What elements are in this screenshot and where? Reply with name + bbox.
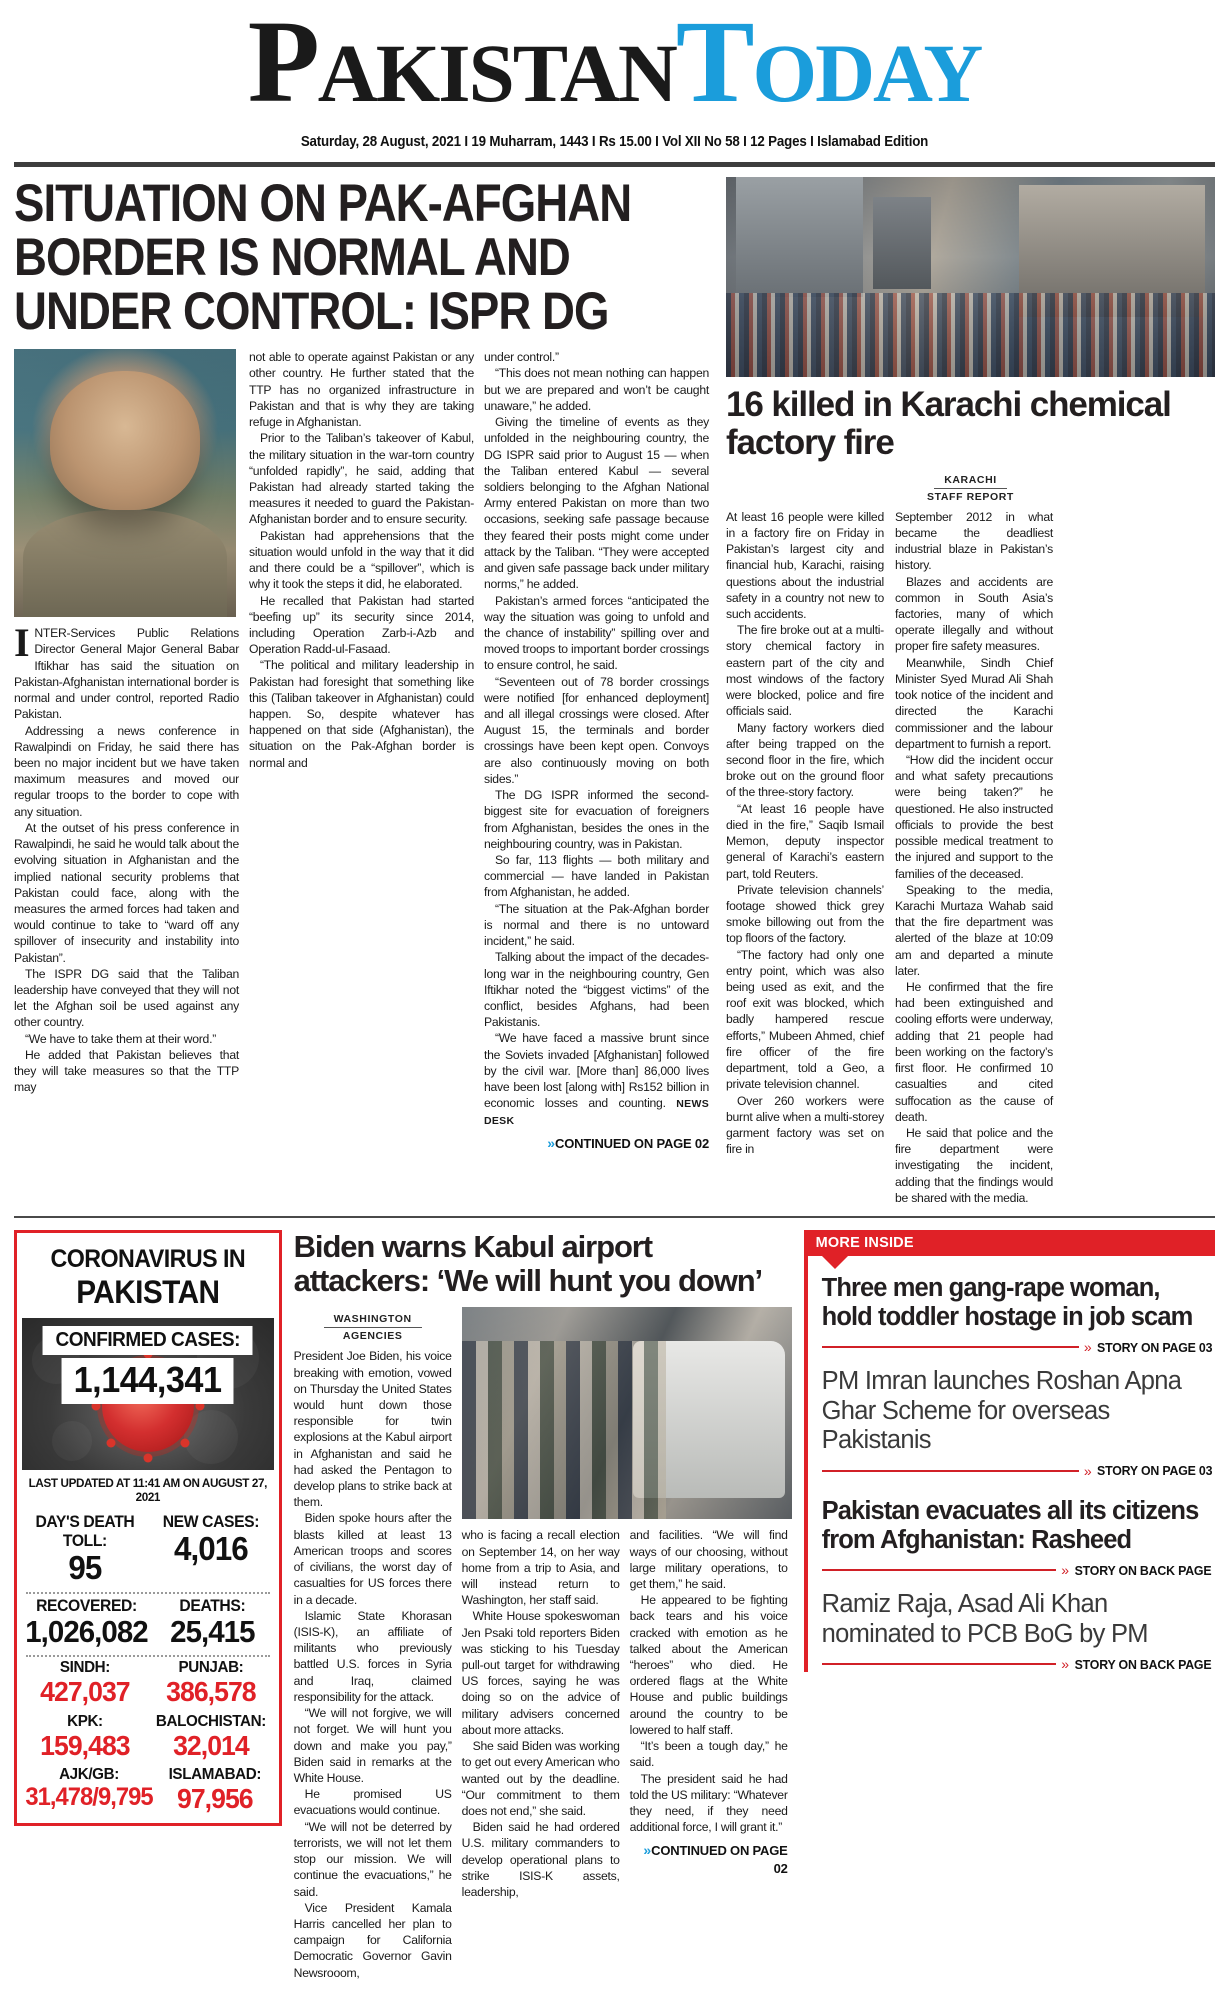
lead-para: Pakistan’s armed forces “anticipated the way the situation was going to unfold and the chance of instability” spilling over and moved troops to important border crossings to ensure control, he said. — [484, 593, 709, 673]
pointer-rule — [822, 1470, 1079, 1472]
more-inside-banner: MORE INSIDE — [804, 1230, 1215, 1256]
dateline: Saturday, 28 August, 2021 I 19 Muharram, 1443 I Rs 15.00 I Vol XII No 58 I 12 Pages I Islamabad Edition — [300, 134, 929, 151]
biden-para: Vice President Kamala Harris cancelled her plan to campaign for California Democratic Governor Gavin Newsrooom, — [293, 1900, 452, 1980]
karachi-para: “How did the incident occur and what safety precautions were being taken?” he questioned. He also instructed officials to provide the best possible medical treatment to the injured and support to the families of the deceased. — [895, 752, 1053, 881]
stat-value: 159,483 — [40, 1729, 130, 1761]
biden-para: “We will not be deterred by terrorists, we will not let them stop our mission. We will continue the evacuations,” he said. — [293, 1819, 452, 1899]
chevron-right-icon: » — [1083, 1462, 1089, 1479]
karachi-para: Blazes and accidents are common in South Asia’s factories, many of which operate illegally and without proper fire safety measures. — [895, 574, 1053, 654]
lead-para: Addressing a news conference in Rawalpindi on Friday, he said there has been no major incident but we have taken maximum measures and moved our regular troops to the border to cope with any situation. — [14, 723, 239, 819]
lead-para: “This does not mean nothing can happen but we are prepared and won’t be caught unaware,” he added. — [484, 366, 709, 413]
coronavirus-panel — [14, 1230, 282, 1981]
biden-para: President Joe Biden, his voice breaking with emotion, vowed on Thursday the United States would hunt down those responsible for twin explosions at the Kabul airport in Afghanistan and said he had asked the Pentagon to develop plans to strike back at them. — [293, 1349, 452, 1510]
lead-para: “We have to take them at their word.” — [25, 1031, 217, 1046]
section-divider — [14, 1216, 1215, 1218]
chevron-right-icon: » — [1061, 1656, 1066, 1673]
lead-para: He added that Pakistan believes that they will take measures so that the TTP may — [14, 1047, 239, 1095]
lead-para: not able to operate against Pakistan or any other country. He further stated that the TTP has no organized infrastructure in Pakistan and that is why they are taking refuge in Afghanistan. — [249, 350, 474, 430]
confirmed-cases-label: CONFIRMED CASES: — [43, 1326, 253, 1355]
lead-photo-ispr-dg — [14, 349, 236, 617]
lead-column-2 — [249, 349, 474, 1151]
byline-city: KARACHI — [934, 474, 1007, 489]
confirmed-cases-block — [22, 1326, 274, 1404]
story-pointer[interactable] — [822, 1656, 1215, 1672]
karachi-column-2 — [895, 509, 1053, 1206]
story-pointer-text: STORY ON BACK PAGE — [1074, 1562, 1212, 1578]
stat-cell-punjab — [148, 1657, 274, 1711]
lead-column-3 — [484, 349, 709, 1151]
biden-column-3 — [630, 1527, 788, 1900]
biden-para: Biden said he had ordered U.S. military commanders to develop operational plans to strike ISIS-K assets, leadership, — [461, 1820, 620, 1900]
karachi-para: Meanwhile, Sindh Chief Minister Syed Murad Ali Shah took notice of the incident and directed the Karachi commissioner and the labour department to furnish a report. — [895, 655, 1053, 751]
story-pointer-text: STORY ON PAGE 03 — [1096, 1339, 1212, 1355]
stat-cell-ajk-gb — [22, 1764, 156, 1818]
stat-label: ISLAMABAD: — [168, 1766, 262, 1784]
stat-value: 97,956 — [176, 1783, 253, 1815]
confirmed-cases-value: 1,144,341 — [62, 1358, 234, 1404]
karachi-para: At least 16 people were killed in a factory fire on Friday in Pakistan’s largest city and financial hub, Karachi, raising questions about the industrial safety in a country not new to such accidents. — [726, 509, 884, 621]
stat-label: RECOVERED: — [36, 1597, 137, 1616]
karachi-para: “At least 16 people have died in the fire,” Saqib Ismail Memon, deputy inspector general of Karachi’s eastern part, told Reuters. — [726, 801, 884, 881]
stat-row-3 — [22, 1657, 274, 1711]
lead-para: Giving the timeline of events as they unfolded in the neighbouring country, the DG ISPR said prior to August 15 — when the Taliban entered Kabul — several soldiers belonging to the Afghan National Army entered Pakistan on more than two occasions, seeking safe passage because they feared their posts might come under attack by the Taliban. “They were accepted and given safe passage back under military norms,” he added. — [484, 415, 709, 592]
biden-headline[interactable]: Biden warns Kabul airport attackers: ‘We will hunt you down’ — [293, 1229, 763, 1299]
biden-para: “It’s been a tough day,” he said. — [629, 1739, 788, 1770]
karachi-para: He confirmed that the fire had been extinguished and cooling efforts were underway, adding that 21 people had been working on the factory’s first floor. He confirmed 10 casualties and cited suffocation as the cause of death. — [895, 980, 1053, 1124]
stat-row-2 — [22, 1594, 274, 1655]
stat-label: NEW CASES: — [162, 1513, 259, 1532]
stat-label: DAY'S DEATH TOLL: — [35, 1513, 135, 1551]
stat-value: 31,478/9,795 — [25, 1783, 153, 1812]
biden-para: The president said he had told the US military: “Whatever they need, if they need additional force, I will grant it.” — [629, 1771, 788, 1835]
stat-value: 32,014 — [172, 1729, 249, 1761]
lead-para: Prior to the Taliban’s takeover of Kabul, the military situation in the war-torn country “unfolded rapidly”, he said, adding that Pakistan had already started taking the measures it needed to guard the Pakistan-Afghanistan border and to ensure security. — [249, 431, 474, 527]
karachi-headline[interactable]: 16 killed in Karachi chemical factory fire — [726, 385, 1171, 462]
stat-cell-islamabad — [156, 1764, 274, 1818]
more-inside-item[interactable] — [822, 1578, 1215, 1672]
karachi-para: He said that police and the fire department were investigating the incident, adding that the findings would be shared with the media. — [895, 1126, 1053, 1205]
stat-cell-recovered — [22, 1594, 151, 1655]
top-section — [14, 174, 1215, 1206]
karachi-para: Many factory workers died after being trapped on the second floor in the fire, which broke out on the ground floor of the three-story factory. — [726, 720, 884, 800]
more-inside-item[interactable] — [822, 1355, 1215, 1479]
masthead-word-pakistan: Pakistan — [247, 0, 676, 127]
more-inside-headline[interactable]: Pakistan evacuates all its citizens from Afghanistan: Rasheed — [821, 1496, 1199, 1555]
pointer-rule — [822, 1346, 1079, 1348]
story-pointer[interactable] — [822, 1562, 1215, 1578]
lead-para: NTER-Services Public Relations Director General Major General Babar Iftikhar has said the situation on Pakistan-Afghanistan international border is normal and under control, reported Radio Pakistan. — [14, 626, 239, 722]
biden-photo-col — [462, 1307, 792, 1981]
lead-para: “Seventeen out of 78 border crossings were notified [for enhanced deployment] and all illegal crossings were closed. After August 15, the terminals and border crossings have been kept open. Convoys are also continuously moving on both sides.” — [484, 674, 709, 786]
lead-column-1 — [14, 349, 239, 1151]
coronavirus-title-line1: CORONAVIRUS IN — [50, 1245, 246, 1274]
biden-para: and facilities. “We will find ways of our choosing, without large military operations, to get them,” he said. — [629, 1528, 788, 1591]
biden-para: He appeared to be fighting back tears and his voice cracked with emotion as he talked about the American “heroes” who died. He ordered flags at the White House and public buildings around the country to be lowered to half staff. — [629, 1593, 788, 1737]
stat-value: 4,016 — [173, 1530, 248, 1568]
karachi-para: Over 260 workers were burnt alive when a multi-storey garment factory was set on fire in — [726, 1093, 884, 1157]
biden-col1-text — [294, 1348, 452, 1981]
lead-para: “The political and military leadership in Pakistan had foresight that something like this (Taliban takeover in Afghanistan) could happen. So, despite whatever has happened on that side (Afghanistan), the situation on the Pak-Afghan border is normal and — [249, 658, 474, 770]
story-pointer[interactable] — [822, 1463, 1215, 1479]
chevron-right-icon: » — [1061, 1562, 1066, 1579]
story-pointer-text: STORY ON PAGE 03 — [1096, 1463, 1212, 1479]
karachi-para: “The factory had only one entry point, which was also being used as exit, and the roof exit was blocked, which badly hampered rescue efforts,” Mubeen Ahmed, chief fire officer of the fire department, told a Geo, a private television channel. — [726, 947, 884, 1092]
stat-cell-kpk — [22, 1711, 148, 1765]
lead-col2-text — [249, 349, 474, 771]
stat-label: SINDH: — [59, 1658, 110, 1676]
biden-top — [294, 1307, 792, 1981]
stat-label: BALOCHISTAN: — [155, 1712, 266, 1730]
masthead-rule — [14, 162, 1215, 167]
more-inside-headline[interactable]: PM Imran launches Roshan Apna Ghar Scheme for overseas Pakistanis — [821, 1367, 1182, 1455]
karachi-para: September 2012 in what became the deadliest industrial blaze in Pakistan’s history. — [895, 509, 1053, 573]
coronavirus-box — [14, 1230, 282, 1826]
stat-cell-balochistan — [148, 1711, 274, 1765]
chevron-right-icon: » — [547, 1135, 553, 1152]
stat-cell-new-cases — [148, 1510, 274, 1592]
lead-para: The ISPR DG said that the Taliban leadership have conveyed that they will not let the Afghan soil be used against any other country. — [14, 966, 239, 1030]
biden-continued-link[interactable]: » CONTINUED ON PAGE 02 — [643, 1842, 788, 1877]
byline-source: AGENCIES — [342, 1330, 403, 1343]
biden-byline — [294, 1309, 452, 1342]
lead-para: “The situation at the Pak-Afghan border is normal and there is no untoward incident,” he said. — [484, 901, 709, 949]
dropcap: I — [14, 620, 30, 666]
lead-para: So far, 113 flights — both military and commercial — have landed in Pakistan from Afghanistan, he added. — [484, 853, 709, 900]
lead-body — [14, 349, 714, 1151]
masthead-word-today: Today — [675, 0, 982, 127]
masthead — [14, 0, 1215, 127]
stat-value: 1,026,082 — [25, 1614, 148, 1650]
stat-label: DEATHS: — [179, 1597, 246, 1616]
byline-source: STAFF REPORT — [927, 490, 1014, 503]
more-inside-headline[interactable]: Ramiz Raja, Asad Ali Khan nominated to PCB BoG by PM — [821, 1590, 1148, 1648]
karachi-column-1 — [726, 509, 884, 1206]
pointer-rule — [822, 1569, 1057, 1571]
stat-row-1 — [22, 1510, 274, 1592]
lead-para: The DG ISPR informed the second-biggest site for evacuation of foreigners from Afghanistan, besides the ones in the neighbouring country, was in Pakistan. — [484, 788, 709, 851]
stat-label: KPK: — [67, 1712, 103, 1730]
stat-row-4 — [22, 1711, 274, 1765]
stat-cell-sindh — [22, 1657, 148, 1711]
news-desk-credit: NEWS DESK — [484, 1098, 709, 1128]
more-inside-list — [804, 1256, 1215, 1672]
stat-cell-deaths — [151, 1594, 274, 1655]
lead-para: Talking about the impact of the decades-long war in the neighbouring country, Gen Iftikhar noted the “biggest victims” of the conflict, besides Afghans, had been Pakistanis. — [484, 950, 709, 1030]
lead-para: “We have faced a massive brunt since the Soviets invaded [Afghanistan] followed by the civil war. [More than] 86,000 lives have been lost [along with] Rs152 billion in economic losses and counting. NEWS DESK — [484, 1031, 709, 1128]
lead-col1-text — [14, 620, 239, 1095]
stat-cell-death-toll — [22, 1510, 148, 1592]
stat-value: 25,415 — [170, 1614, 255, 1650]
biden-para: She said Biden was working to get out every American who wanted out by the deadline. “Our commitment to them does not end,” she said. — [461, 1739, 620, 1818]
biden-story — [294, 1230, 792, 1981]
karachi-photo-fire-scene — [726, 177, 1215, 377]
chevron-right-icon: » — [1083, 1339, 1089, 1356]
stat-value: 427,037 — [40, 1675, 130, 1707]
bottom-section — [14, 1230, 1215, 1981]
biden-column-1 — [294, 1307, 452, 1981]
biden-lower-columns — [462, 1527, 792, 1900]
pointer-rule — [822, 1663, 1057, 1665]
lead-col3-text — [484, 349, 709, 1129]
biden-para: who is facing a recall election on September 14, on her way home from a trip to Asia, and will instead return to Washington, her staff said. — [461, 1528, 620, 1608]
chevron-right-icon: » — [643, 1842, 649, 1859]
biden-para: Islamic State Khorasan (ISIS-K), an affiliate of militants who previously battled U.S. forces in Syria and Iraq, claimed responsibility for the attack. — [293, 1608, 452, 1704]
biden-para: He promised US evacuations would continue. — [293, 1787, 452, 1818]
stat-value: 386,578 — [165, 1675, 256, 1707]
biden-column-2 — [462, 1527, 620, 1900]
more-inside-headline[interactable]: Three men gang-rape woman, hold toddler hostage in job scam — [821, 1274, 1193, 1332]
more-inside-item[interactable] — [822, 1256, 1215, 1355]
story-pointer-text: STORY ON BACK PAGE — [1074, 1656, 1212, 1672]
lead-story — [14, 174, 714, 1206]
lead-para: Pakistan had apprehensions that the situation would unfold in the way that it did and there could be a “spillover”, which is why it took the steps it did, he elaborated. — [249, 528, 474, 592]
more-inside-item[interactable] — [822, 1479, 1215, 1578]
biden-para: Biden spoke hours after the blasts killed at least 13 American troops and scores of civilians, the worst day of casualties for US forces there in a decade. — [293, 1511, 452, 1607]
more-inside-panel — [804, 1230, 1215, 1981]
stat-value: 95 — [68, 1549, 102, 1587]
lead-continued-link[interactable]: » CONTINUED ON PAGE 02 — [547, 1135, 709, 1152]
karachi-para: Private television channels’ footage showed thick grey smoke billowing out from the top floors of the factory. — [726, 882, 884, 946]
stat-label: AJK/GB: — [59, 1766, 119, 1784]
lead-para: He recalled that Pakistan had started “beefing up” its security since 2014, including Operation Zarb-i-Azb and Operation Radd-ul-Fasaad. — [249, 593, 474, 657]
lead-headline[interactable]: SITUATION ON PAK-AFGHAN BORDER IS NORMAL AND UNDER CONTROL: ISPR DG — [14, 174, 632, 342]
coronavirus-title — [22, 1238, 274, 1315]
coronavirus-title-line2: PAKISTAN — [76, 1274, 220, 1311]
karachi-byline — [726, 470, 1215, 503]
coronavirus-last-updated: LAST UPDATED AT 11:41 AM ON AUGUST 27, 2021 — [28, 1476, 267, 1505]
story-pointer[interactable] — [822, 1339, 1215, 1355]
stat-label: PUNJAB: — [178, 1658, 244, 1676]
byline-city: WASHINGTON — [324, 1313, 422, 1328]
karachi-para: Speaking to the media, Karachi Murtaza Wahab said that the fire department was alerted of the blaze at 10:09 am and departed a minute later. — [895, 882, 1053, 978]
stat-row-5 — [22, 1764, 274, 1818]
biden-photo-kabul-airport — [462, 1307, 792, 1519]
karachi-columns — [726, 509, 1215, 1206]
biden-para: White House spokeswoman Jen Psaki told reporters Biden was sticking to his Tuesday pull-out target for withdrawing US forces, saying he was doing so on the advice of military advisers concerned about more attacks. — [461, 1609, 620, 1737]
karachi-story — [726, 177, 1215, 1206]
biden-para: “We will not forgive, we will not forget. We will hunt you down and make you pay,” Biden said in remarks at the White House. — [293, 1706, 452, 1785]
karachi-para: The fire broke out at a multi-story chemical factory in eastern part of the city and most windows of the factory were blocked, police and fire officials said. — [726, 623, 884, 719]
coronavirus-hero — [22, 1318, 274, 1470]
lead-para: At the outset of his press conference in Rawalpindi, he said he would talk about the evolving situation in Afghanistan and the implied national security problems that Pakistan could face, along with the measures the armed forces had taken and would continue to take to “ward off any spillover of insecurity and instability into Pakistan”. — [14, 820, 239, 965]
lead-para: under control.” — [484, 350, 559, 365]
